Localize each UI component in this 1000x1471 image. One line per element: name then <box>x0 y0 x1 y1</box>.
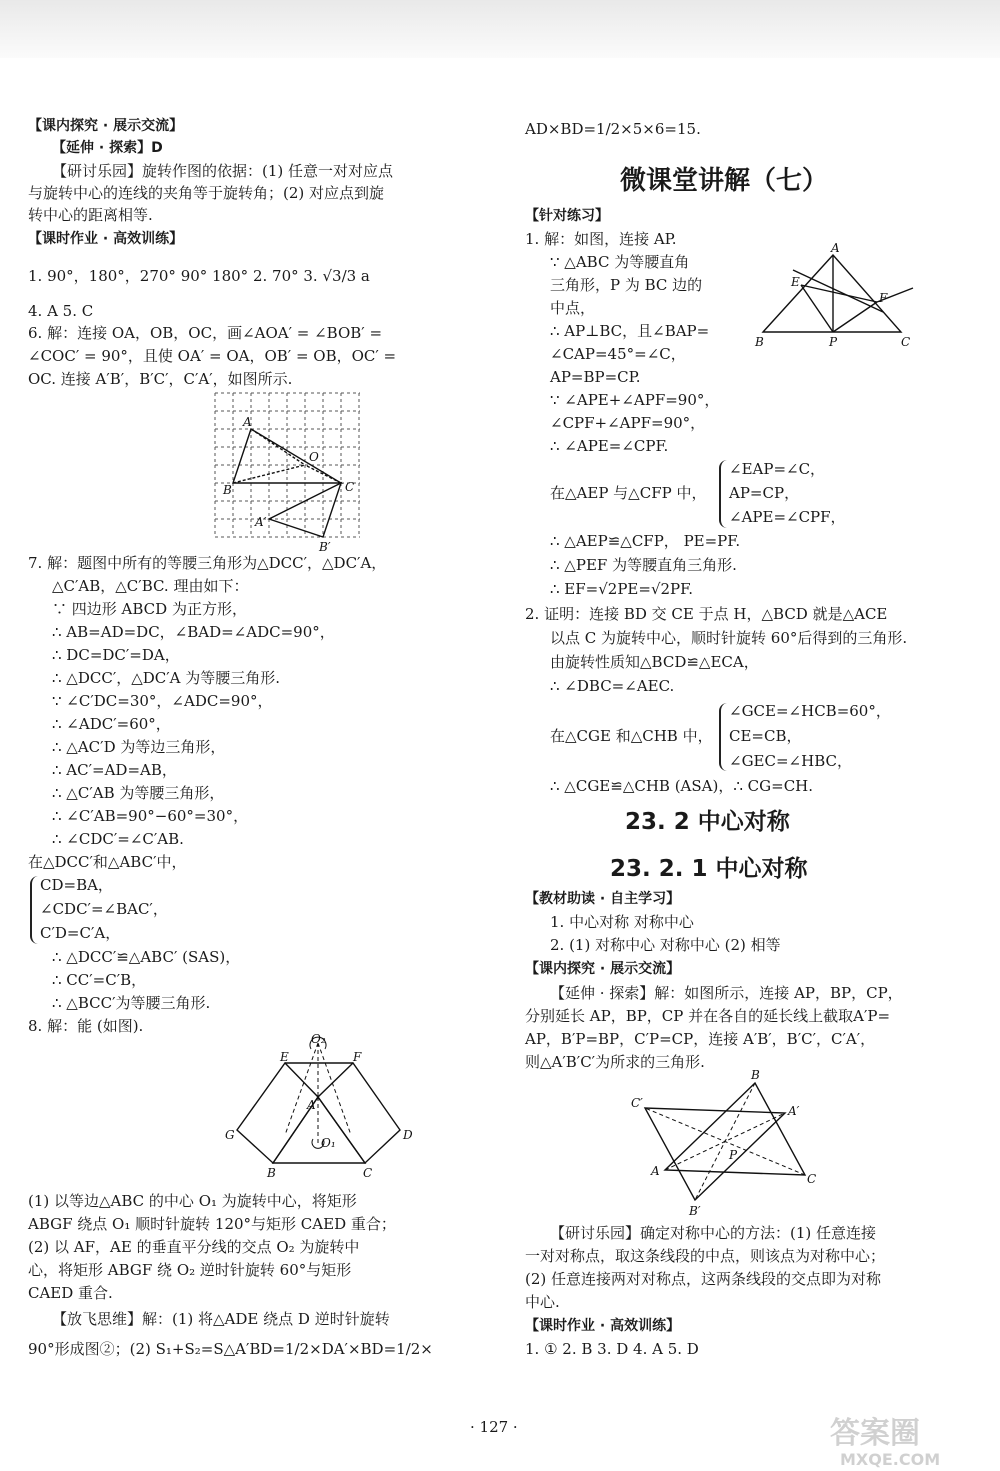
text-line: AP=BP=CP. <box>550 368 641 386</box>
section-heading: 【课内探究 · 展示交流】 <box>28 118 184 134</box>
text-line: ∴ DC=DC′=DA， <box>52 646 180 664</box>
text-line: AD×BD=1/2×5×6=15. <box>525 120 701 138</box>
text-line: ABGF 绕点 O₁ 顺时针旋转 120°与矩形 CAED 重合； <box>28 1215 396 1233</box>
text-line: (1) 以等边△ABC 的中心 O₁ 为旋转中心，将矩形 <box>28 1192 357 1210</box>
answer-line: 1. 90°，180°，270° 90° 180° 2. 70° 3. √3/3 a <box>28 267 370 285</box>
figure-rotation-grid <box>215 393 360 554</box>
label-C: C <box>363 1166 373 1180</box>
figure-right-triangle <box>753 241 923 350</box>
system-brace <box>719 703 727 771</box>
text-line: AP=CP， <box>729 484 800 502</box>
label-D: D <box>403 1128 413 1142</box>
text-line: ∴ △PEF 为等腰直角三角形. <box>550 556 737 574</box>
text-line: ∴ CC′=C′B， <box>52 971 147 989</box>
text-line: ∴ △BCC′为等腰三角形. <box>52 994 211 1012</box>
text-line: 以点 C 为旋转中心，顺时针旋转 60°后得到的三角形. <box>550 629 908 647</box>
label-A: A <box>651 1164 660 1178</box>
label-B: B <box>755 335 764 349</box>
text-line: ∠APE=∠CPF， <box>729 508 846 526</box>
text-line: ∠COC′ = 90°，且使 OA′ = OA，OB′ = OB，OC′ = <box>28 347 397 365</box>
system-brace <box>719 460 727 528</box>
text-line: 中心. <box>525 1293 560 1311</box>
label-B: B <box>751 1068 760 1082</box>
label-A-prime: A′ <box>788 1104 800 1118</box>
text-line: ∴ AP⊥BC，且∠BAP= <box>550 322 710 340</box>
label-P: P <box>729 1148 738 1162</box>
text-line: 7. 解：题图中所有的等腰三角形为△DCC′，△DC′A， <box>28 554 387 572</box>
text-line: ∠CPF+∠APF=90°， <box>550 414 706 432</box>
text-line: ∴ △DCC′≌△ABC′ (SAS)， <box>52 948 241 966</box>
text-line: 2. (1) 对称中心 对称中心 (2) 相等 <box>550 936 781 954</box>
label-O2: O₂ <box>311 1032 326 1046</box>
answer-line: 1. ① 2. B 3. D 4. A 5. D <box>525 1340 699 1358</box>
text-line: 6. 解：连接 OA，OB，OC，画∠AOA′ = ∠BOB′ = <box>28 324 383 342</box>
text-line: 由旋转性质知△BCD≌△ECA， <box>550 653 759 671</box>
text-line: CD=BA， <box>40 876 113 894</box>
text-line: ∵ 四边形 ABCD 为正方形， <box>52 600 247 618</box>
label-A: A <box>831 241 840 255</box>
text-line: ∴ △AEP≌△CFP， PE=PF. <box>550 532 741 550</box>
text-line: 【研讨乐园】确定对称中心的方法：(1) 任意连接 <box>550 1224 877 1242</box>
text-line: ∵ ∠C′DC=30°，∠ADC=90°， <box>52 692 273 710</box>
text-line: 【放飞思维】解：(1) 将△ADE 绕点 D 逆时针旋转 <box>52 1310 390 1328</box>
text-line: △C′AB，△C′BC. 理由如下： <box>52 577 249 595</box>
label-P: P <box>829 335 838 349</box>
text-line: 在△CGE 和△CHB 中， <box>550 727 713 745</box>
text-line: 8. 解：能 (如图). <box>28 1017 144 1035</box>
text-line: AP，B′P=BP，C′P=CP，连接 A′B′，B′C′，C′A′， <box>525 1030 876 1048</box>
text-line: 中点， <box>550 299 596 317</box>
text-line: 90°形成图②；(2) S₁+S₂=S△A′BD=1/2×DA′×BD=1/2× <box>28 1340 433 1358</box>
text-line: 2. 证明：连接 BD 交 CE 于点 H，△BCD 就是△ACE <box>525 605 888 623</box>
watermark-text: 答案圈 <box>830 1416 920 1451</box>
label-B: B <box>267 1166 276 1180</box>
text-line: C′D=C′A， <box>40 924 121 942</box>
label-O1: O₁ <box>321 1136 336 1150</box>
label-B-prime: B′ <box>319 540 331 554</box>
text-line: ∴ EF=√2PE=√2PF. <box>550 580 693 598</box>
text-line: 【研讨乐园】旋转作图的依据：(1) 任意一对对应点 <box>52 162 394 180</box>
answer-line: 【延伸 · 探索】D <box>52 140 163 156</box>
text-line: ∠GEC=∠HBC， <box>729 752 852 770</box>
text-line: ∴ ∠C′AB=90°−60°=30°， <box>52 807 249 825</box>
figure-central-symmetry <box>631 1068 825 1218</box>
text-line: ∠GCE=∠HCB=60°， <box>729 702 891 720</box>
text-line: ∠EAP=∠C， <box>729 460 826 478</box>
text-line: ∴ ∠DBC=∠AEC. <box>550 677 675 695</box>
text-line: ∵ ∠APE+∠APF=90°， <box>550 391 720 409</box>
text-line: CAED 重合. <box>28 1284 113 1302</box>
label-C: C <box>901 335 911 349</box>
text-line: ∴ △DCC′，△DC′A 为等腰三角形. <box>52 669 281 687</box>
text-line: 三角形，P 为 BC 边的 <box>550 276 703 294</box>
text-line: ∠CAP=45°=∠C， <box>550 345 686 363</box>
text-line: 心，将矩形 ABGF 绕 O₂ 逆时针旋转 60°与矩形 <box>28 1261 352 1279</box>
text-line: ∴ ∠CDC′=∠C′AB. <box>52 830 184 848</box>
text-line: 【延伸 · 探索】解：如图所示，连接 AP，BP，CP， <box>550 984 903 1002</box>
section-title: 微课堂讲解（七） <box>620 166 829 196</box>
text-line: ∴ AC′=AD=AB， <box>52 761 177 779</box>
text-line: ∴ AB=AD=DC，∠BAD=∠ADC=90°， <box>52 623 335 641</box>
label-B: B <box>223 483 232 497</box>
text-line: (2) 以 AF，AE 的垂直平分线的交点 O₂ 为旋转中 <box>28 1238 360 1256</box>
text-line: CE=CB， <box>729 727 802 745</box>
section-heading: 【课时作业 · 高效训练】 <box>28 231 184 247</box>
text-line: 分别延长 AP，BP，CP 并在各自的延长线上截取A′P= <box>525 1007 891 1025</box>
label-C-prime: C′ <box>631 1096 643 1110</box>
text-line: ∴ △C′AB 为等腰三角形， <box>52 784 225 802</box>
text-line: ∴ △CGE≌△CHB (ASA)，∴ CG=CH. <box>550 777 814 795</box>
section-title: 23. 2 中心对称 <box>625 809 790 835</box>
text-line: (2) 任意连接两对对称点，这两条线段的交点即为对称 <box>525 1270 882 1288</box>
text-line: 一对对称点，取这条线段的中点，则该点为对称中心； <box>525 1247 886 1265</box>
text-line: 1. 解：如图，连接 AP. <box>525 230 677 248</box>
watermark-url: MXQE.COM <box>840 1450 941 1469</box>
text-line: 在△AEP 与△CFP 中， <box>550 484 707 502</box>
label-A: A <box>307 1098 316 1112</box>
label-A: A <box>243 415 252 429</box>
label-C: C <box>345 480 355 494</box>
text-line: ∴ △AC′D 为等边三角形， <box>52 738 226 756</box>
system-brace <box>30 876 38 944</box>
text-line: ∵ △ABC 为等腰直角 <box>550 253 690 271</box>
label-A-prime: A′ <box>255 515 267 529</box>
section-heading: 【课时作业 · 高效训练】 <box>525 1318 681 1334</box>
text-line: 在△DCC′和△ABC′中， <box>28 853 187 871</box>
text-line: 1. 中心对称 对称中心 <box>550 913 694 931</box>
section-heading: 【课内探究 · 展示交流】 <box>525 961 681 977</box>
text-line: ∴ ∠APE=∠CPF. <box>550 437 669 455</box>
watermark-logo <box>800 1407 990 1469</box>
text-line: 则△A′B′C′为所求的三角形. <box>525 1053 705 1071</box>
scan-top-strip <box>0 0 1000 58</box>
section-heading: 【教材助读 · 自主学习】 <box>525 891 681 907</box>
label-C: C <box>807 1172 817 1186</box>
text-line: 与旋转中心的连线的夹角等于旋转角；(2) 对应点到旋 <box>28 184 385 202</box>
answer-line: 4. A 5. C <box>28 302 94 320</box>
text-line: 转中心的距离相等. <box>28 206 153 224</box>
text-line: OC. 连接 A′B′，B′C′，C′A′，如图所示. <box>28 370 293 388</box>
section-heading: 【针对练习】 <box>525 208 609 224</box>
label-E: E <box>280 1050 289 1064</box>
figure-rectangles-rotation <box>225 1032 425 1185</box>
text-line: ∠CDC′=∠BAC′， <box>40 900 168 918</box>
page-number: · 127 · <box>470 1418 518 1436</box>
text-line: ∴ ∠ADC′=60°， <box>52 715 171 733</box>
label-E: E <box>791 275 800 289</box>
label-B-prime: B′ <box>689 1204 701 1218</box>
label-G: G <box>225 1128 235 1142</box>
label-F: F <box>879 291 888 305</box>
subsection-title: 23. 2. 1 中心对称 <box>610 856 808 882</box>
label-F: F <box>353 1050 362 1064</box>
label-O: O <box>309 450 319 464</box>
